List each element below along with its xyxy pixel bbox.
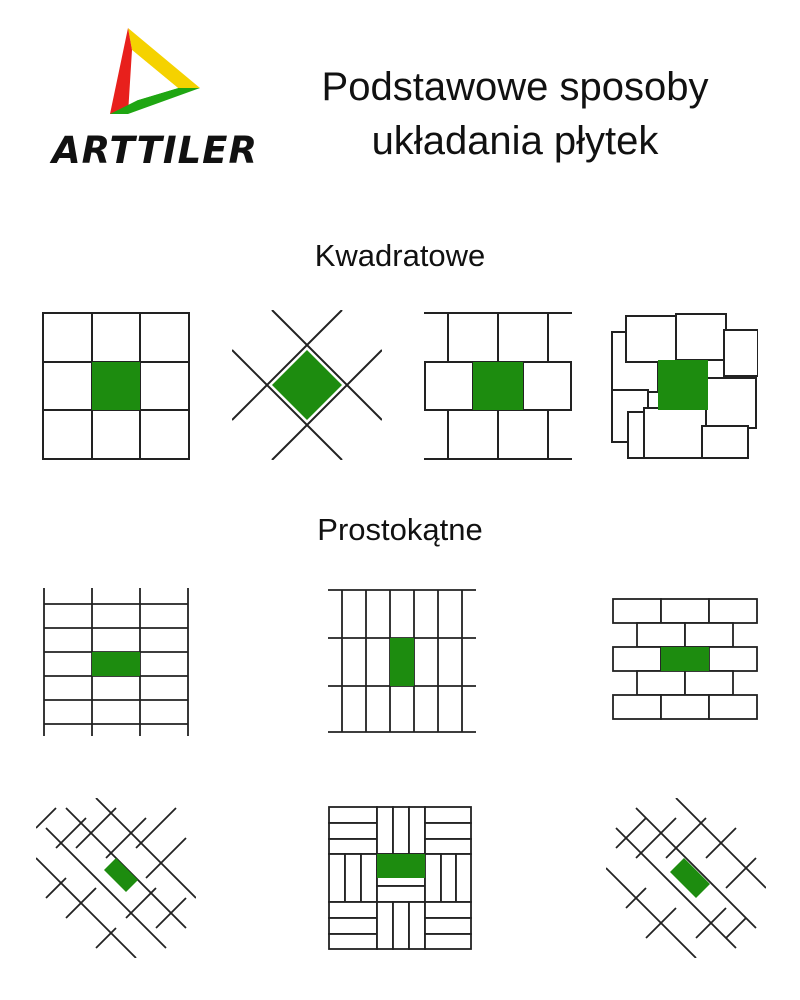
arttiler-logo — [50, 28, 260, 178]
pattern-diagonal-herringbone — [606, 798, 766, 958]
highlight-tile — [658, 360, 708, 410]
pattern-offset-rows — [424, 312, 572, 460]
highlight-tile — [377, 854, 425, 878]
highlight-tile — [670, 858, 710, 898]
pattern-vertical-planks — [328, 588, 476, 736]
highlight-tile — [390, 638, 414, 686]
pattern-horizontal-planks — [42, 588, 190, 736]
title-line-2: układania płytek — [371, 119, 659, 163]
highlight-tile — [661, 647, 709, 671]
pattern-grid — [42, 312, 190, 460]
pattern-herringbone — [36, 798, 196, 958]
pattern-brick — [612, 598, 758, 722]
section-label-square: Kwadratowe — [314, 238, 486, 273]
logo-text: ARTTILER — [52, 129, 258, 172]
highlight-tile — [473, 362, 523, 410]
highlight-tile — [92, 652, 140, 676]
highlight-tile — [92, 362, 140, 410]
highlight-tile — [272, 350, 342, 420]
pattern-diagonal — [232, 310, 382, 460]
logo-triangle-icon — [50, 28, 260, 138]
title-line-1: Podstawowe sposoby — [321, 65, 709, 109]
page-title — [300, 60, 730, 168]
pattern-basketweave — [328, 806, 472, 950]
highlight-tile — [104, 858, 138, 892]
pattern-random-squares — [608, 312, 758, 460]
section-label-rectangular: Prostokątne — [317, 512, 483, 547]
